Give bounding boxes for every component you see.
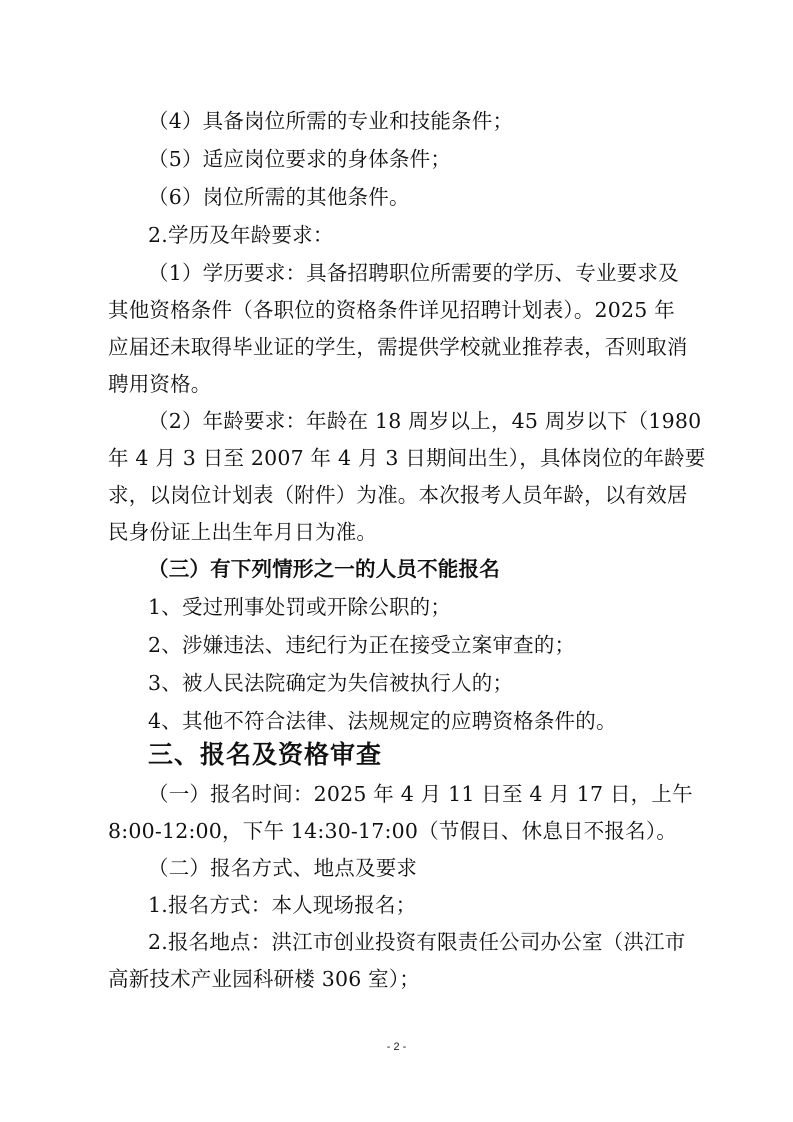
registration-time-line-1: （一）报名时间：2025 年 4 月 11 日至 4 月 17 日，上午 xyxy=(148,782,693,806)
condition-item-4: （4）具备岗位所需的专业和技能条件； xyxy=(148,109,514,133)
ineligible-item-2: 2、涉嫌违法、违纪行为正在接受立案审查的； xyxy=(148,633,576,657)
education-requirement-line-4: 聘用资格。 xyxy=(108,372,212,396)
age-requirement-line-1: （2）年龄要求：年龄在 18 周岁以上，45 周岁以下（1980 xyxy=(148,409,702,433)
ineligible-section-heading: （三）有下列情形之一的人员不能报名 xyxy=(148,557,500,581)
registration-method-heading: （二）报名方式、地点及要求 xyxy=(148,856,418,880)
registration-location-line-2: 高新技术产业园科研楼 306 室）； xyxy=(108,967,421,991)
condition-item-5: （5）适应岗位要求的身体条件； xyxy=(148,147,452,171)
age-requirement-line-3: 求，以岗位计划表（附件）为准。本次报考人员年龄，以有效居 xyxy=(108,483,688,507)
ineligible-item-4: 4、其他不符合法律、法规规定的应聘资格条件的。 xyxy=(148,709,617,733)
education-requirement-line-2: 其他资格条件（各职位的资格条件详见招聘计划表）。2025 年 xyxy=(108,298,675,322)
ineligible-item-1: 1、受过刑事处罚或开除公职的； xyxy=(148,595,452,619)
ineligible-item-3: 3、被人民法院确定为失信被执行人的； xyxy=(148,671,514,695)
registration-location-line-1: 2.报名地点：洪江市创业投资有限责任公司办公室（洪江市 xyxy=(148,930,686,954)
education-requirement-line-3: 应届还未取得毕业证的学生，需提供学校就业推荐表，否则取消 xyxy=(108,335,688,359)
page-number: - 2 - xyxy=(386,1041,407,1053)
registration-method: 1.报名方式：本人现场报名； xyxy=(148,893,417,917)
age-requirement-line-2: 年 4 月 3 日至 2007 年 4 月 3 日期间出生），具体岗位的年龄要 xyxy=(108,446,706,470)
education-age-heading: 2.学历及年龄要求： xyxy=(148,223,334,247)
condition-item-6: （6）岗位所需的其他条件。 xyxy=(148,185,410,209)
age-requirement-line-4: 民身份证上出生年月日为准。 xyxy=(108,520,378,544)
registration-time-line-2: 8:00-12:00，下午 14:30-17:00（节假日、休息日不报名）。 xyxy=(108,819,677,843)
education-requirement-line-1: （1）学历要求：具备招聘职位所需要的学历、专业要求及 xyxy=(148,261,679,285)
section-heading-registration: 三、报名及资格审查 xyxy=(148,740,383,769)
